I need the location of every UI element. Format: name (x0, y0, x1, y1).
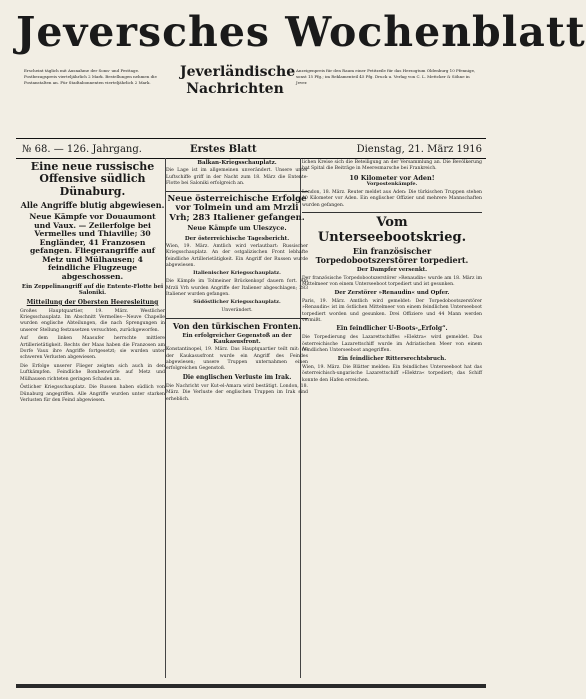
headline-english-losses: Die englischen Verluste im Irak. (182, 373, 292, 381)
article-paragraph: lichen Kreise sich die Beteiligung an der Versammlung an. Die Bevölkerung hat Spital die Beiträge in Meeresmarsche bei Frankreich. (302, 160, 482, 172)
article-paragraph: Die Kämpfe im Tolmeiner Brückenkopf dauern fort. Am Mrzli Vrh wurden Angriffe der Italiener abgeschlagen; 283 Italiener wurden gefangen. (166, 279, 308, 298)
issue-number: № 68. — 126. Jahrgang. (22, 144, 142, 155)
section-title: Der österreichische Tagesbericht. (184, 235, 290, 242)
headline-attacks-repelled: Alle Angriffe blutig abgewiesen. (20, 199, 165, 210)
headline-turkish-fronts: Von den türkischen Fronten. (172, 320, 302, 331)
subtitle-block (180, 64, 296, 98)
article-paragraph: Die Lage ist im allgemeinen unverändert. Unsere unter Luftschiffe griff in der Nacht zum 18. März die Entente-Flotte bei Saloniki erfolgreich an. (166, 168, 308, 187)
issue-date: Dienstag, 21. März 1916 (356, 144, 482, 155)
headline-aden: 10 Kilometer vor Aden! (349, 173, 435, 182)
headline-outpost-fights: Vorpostenkämpfe. (366, 181, 418, 188)
headline-submarine-war: Vom Unterseebootskrieg. (317, 215, 467, 245)
header-rule-top (16, 138, 486, 139)
article-paragraph: Großes Hauptquartier, 19. März. Westlicher Kriegsschauplatz. Im Abschnitt Vermelles—Neuve Chapelle wurden englische Abteilungen, die nach Sprengungen in unserer Stellung festzusetzen versuchten, zurückgeworfen. (20, 308, 165, 333)
section-separator (166, 191, 308, 192)
headline-steamer-sunk: Der Dampfer versenkt. (356, 267, 428, 274)
article-paragraph: Unverändert. (221, 308, 253, 314)
section-separator (302, 212, 482, 213)
section-title: Südöstlicher Kriegsschauplatz. (193, 299, 281, 306)
headline-douaumont-vaux: Neue Kämpfe vor Douaumont und Vaux. — Zeilerfolge bei Vermelles und Thiaville; 30 Engländer, 41 Franzosen gefangen. Fliegerangriffe auf Metz und Mülhausen; 4 feindliche Flugzeuge abgeschossen. (29, 212, 156, 281)
section-title: Balkan-Kriegsschauplatz. (197, 160, 277, 166)
article-paragraph: London, 18. März. Reuter meldet aus Aden: Die türkischen Truppen stehen 10 Kilometer vor Aden. Ein englischer Offizier und mehrere Mannschaften wurden gefangen. (302, 190, 482, 208)
article-paragraph: Konstantinopel, 19. März. Das Hauptquartier teilt mit: An der Kaukasusfront wurde ein Angriff des Feindes abgewiesen; unsere Truppen unternahmen einen erfolgreichen Gegenstoß. (166, 347, 308, 372)
article-paragraph: Die Nachricht vor Kut-el-Amara wird bestätigt. London, 18. März. Die Verluste der englischen Truppen im Irak sind erheblich. (166, 383, 308, 402)
headline-army-report: Mitteilung der Obersten Heeresleitung (26, 298, 159, 306)
headline-new-fights: Neue Kämpfe um Uleszyce. (187, 224, 287, 233)
headline-destroyer-torpedoed: Ein französischer Torpedobootszerstörer torpediert. (315, 246, 469, 266)
article-paragraph: Paris, 19. März. Amtlich wird gemeldet: Der Torpedobootszerstörer »Renaudin« ist im östlichen Mittelmeer von einem feindlichen Unterseeboot torpediert worden und gesunken. Drei Offiziere und 44 Mann werden vermißt. (302, 298, 482, 323)
headline-breach-of-law: Ein feindlicher Rittersrechtsbruch. (337, 356, 447, 363)
headline-counterattack: Ein erfolgreicher Gegenstoß an der Kaukasusfront. (182, 332, 292, 345)
section-separator (166, 318, 308, 319)
article-paragraph: Östlicher Kriegsschauplatz. Die Russen haben südlich von Dünaburg angegriffen. Alle Angriffe wurden unter starken Verlusten für den Feind abgewiesen. (20, 385, 165, 403)
article-paragraph: Wien, 19. März. Amtlich wird verlautbart: Russischer Kriegsschauplatz. An der ostgalizischen Front lebhafte feindliche Artillerietätigkeit. Ein Angriff der Russen wurde abgewiesen. (166, 243, 308, 269)
section-title: Italienischer Kriegsschauplatz. (193, 270, 281, 277)
column-2 (166, 158, 308, 678)
headline-austrian-successes: Neue österreichische Erfolge vor Tolmein und am Mrzli Vrh; 283 Italiener gefangen. (167, 193, 307, 223)
article-paragraph: Der französische Torpedobootszerstörer »Renaudin« wurde am 18. März im Mittelmeer von einem Unterseeboot torpediert und ist gesunken. (302, 275, 482, 287)
headline-uboat-success: Ein feindlicher U-Boots-„Erfolg“. (336, 325, 448, 333)
column-1 (20, 158, 165, 678)
article-paragraph: Die Torpedierung des Lazarettschiffes »Elektra« wird gemeldet. Das österreichische Lazarettschiff wurde im Adriatischen Meer von einem feindlichen Unterseeboot angegriffen. (302, 335, 482, 354)
article-paragraph: Die Erfolge unserer Flieger zeigten sich auch in den Luftkämpfen. Feindliche Bombenwürfe auf Metz und Mülhausen richteten geringen Schaden an. (20, 363, 165, 382)
headline-renaudin: Der Zerstörer »Renaudin« und Opfer. (334, 290, 450, 297)
bottom-border (16, 684, 486, 688)
masthead-title: Jeversches Wochenblatt (16, 8, 586, 56)
headline-russian-offensive: Eine neue russische Offensive südlich Dünaburg. (30, 160, 155, 198)
column-3 (302, 158, 482, 678)
subscription-notice: Erscheint täglich mit Ausnahme der Sonn- und Festtage. Postbezugspreis vierteljährlich 2 Mark. Bestellungen nehmen die Postanstalten an. Für Stadtabonnenten vierteljährlich 2 Mark. (24, 68, 157, 85)
headline-zeppelin-saloniki: Ein Zeppelinangriff auf die Entente-Flotte bei Saloniki. (21, 284, 164, 297)
advertising-notice: Anzeigenpreis für den Raum einer Petitzeile für das Herzogtum Oldenburg 10 Pfennige, sonst 15 Pfg.; im Reklamenteil 45 Pfg. Druck u. Verlag von C. L. Mettcker & Söhne in Jever. (296, 68, 476, 85)
subtitle-line-2: Nachrichten (186, 81, 284, 97)
article-paragraph: Auf dem linken Maasufer herrschte mittlere Artillerietätigkeit. Rechts der Maas haben die Franzosen am Dorfe Vaux ihre Angriffe fortgesetzt; sie wurden unter schweren Verlusten abgewiesen. (20, 336, 165, 361)
article-paragraph: Wien, 19. März. Die Blätter melden: Ein feindliches Unterseeboot hat das österreichisch-ungarische Lazarettschiff »Elektra« torpediert; das Schiff konnte den Hafen erreichen. (302, 364, 482, 383)
edition-label: Erstes Blatt (190, 144, 257, 155)
dateline (22, 142, 482, 158)
subtitle-line-1: Jeverländische (180, 64, 296, 80)
